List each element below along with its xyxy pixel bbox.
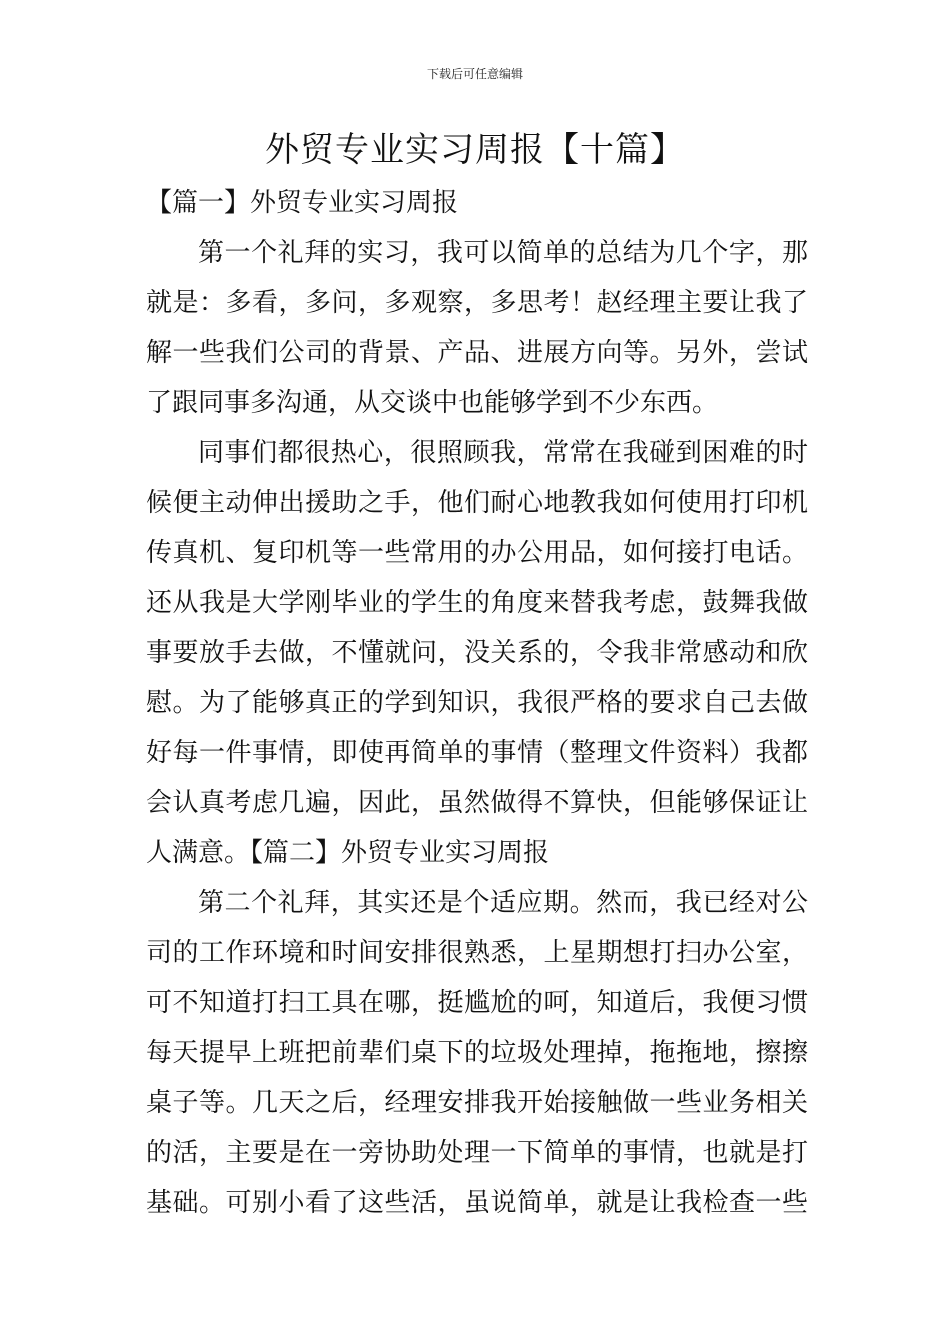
paragraph-line: 可不知道打扫工具在哪，挺尴尬的呵，知道后，我便习惯	[146, 988, 808, 1018]
paragraph-line: 桌子等。几天之后，经理安排我开始接触做一些业务相关	[146, 1088, 808, 1118]
paragraph-line: 司的工作环境和时间安排很熟悉，上星期想打扫办公室，	[146, 938, 808, 968]
paragraph-line: 基础。可别小看了这些活，虽说简单，就是让我检查一些	[146, 1188, 808, 1218]
paragraph-line: 解一些我们公司的背景、产品、进展方向等。另外，尝试	[146, 338, 808, 368]
paragraph-line: 传真机、复印机等一些常用的办公用品，如何接打电话。	[146, 538, 808, 568]
paragraph-line: 好每一件事情，即使再简单的事情（整理文件资料）我都	[146, 738, 808, 768]
paragraph-line: 的活，主要是在一旁协助处理一下简单的事情，也就是打	[146, 1138, 808, 1168]
paragraph-line: 每天提早上班把前辈们桌下的垃圾处理掉，拖拖地，擦擦	[146, 1038, 808, 1068]
paragraph-line: 了跟同事多沟通，从交谈中也能够学到不少东西。	[146, 388, 719, 418]
paragraph-line: 会认真考虑几遍，因此，虽然做得不算快，但能够保证让	[146, 788, 808, 818]
paragraph-line: 人满意。【篇二】外贸专业实习周报	[146, 838, 550, 868]
paragraph-line: 慰。为了能够真正的学到知识，我很严格的要求自己去做	[146, 688, 808, 718]
paragraph-line: 还从我是大学刚毕业的学生的角度来替我考虑，鼓舞我做	[146, 588, 808, 618]
paragraph-line: 第一个礼拜的实习，我可以简单的总结为几个字，那	[198, 238, 808, 268]
section-heading: 【篇一】外贸专业实习周报	[146, 188, 459, 218]
document-title: 外贸专业实习周报【十篇】	[265, 130, 685, 170]
paragraph-line: 候便主动伸出援助之手，他们耐心地教我如何使用打印机	[146, 488, 808, 518]
document-body	[146, 178, 808, 1228]
paragraph-line: 事要放手去做，不懂就问，没关系的，令我非常感动和欣	[146, 638, 808, 668]
paragraph-line: 第二个礼拜，其实还是个适应期。然而，我已经对公	[198, 888, 808, 918]
paragraph-line: 就是：多看，多问，多观察，多思考！赵经理主要让我了	[146, 288, 808, 318]
header-note: 下载后可任意编辑	[426, 67, 523, 81]
paragraph-line: 同事们都很热心，很照顾我，常常在我碰到困难的时	[198, 438, 808, 468]
